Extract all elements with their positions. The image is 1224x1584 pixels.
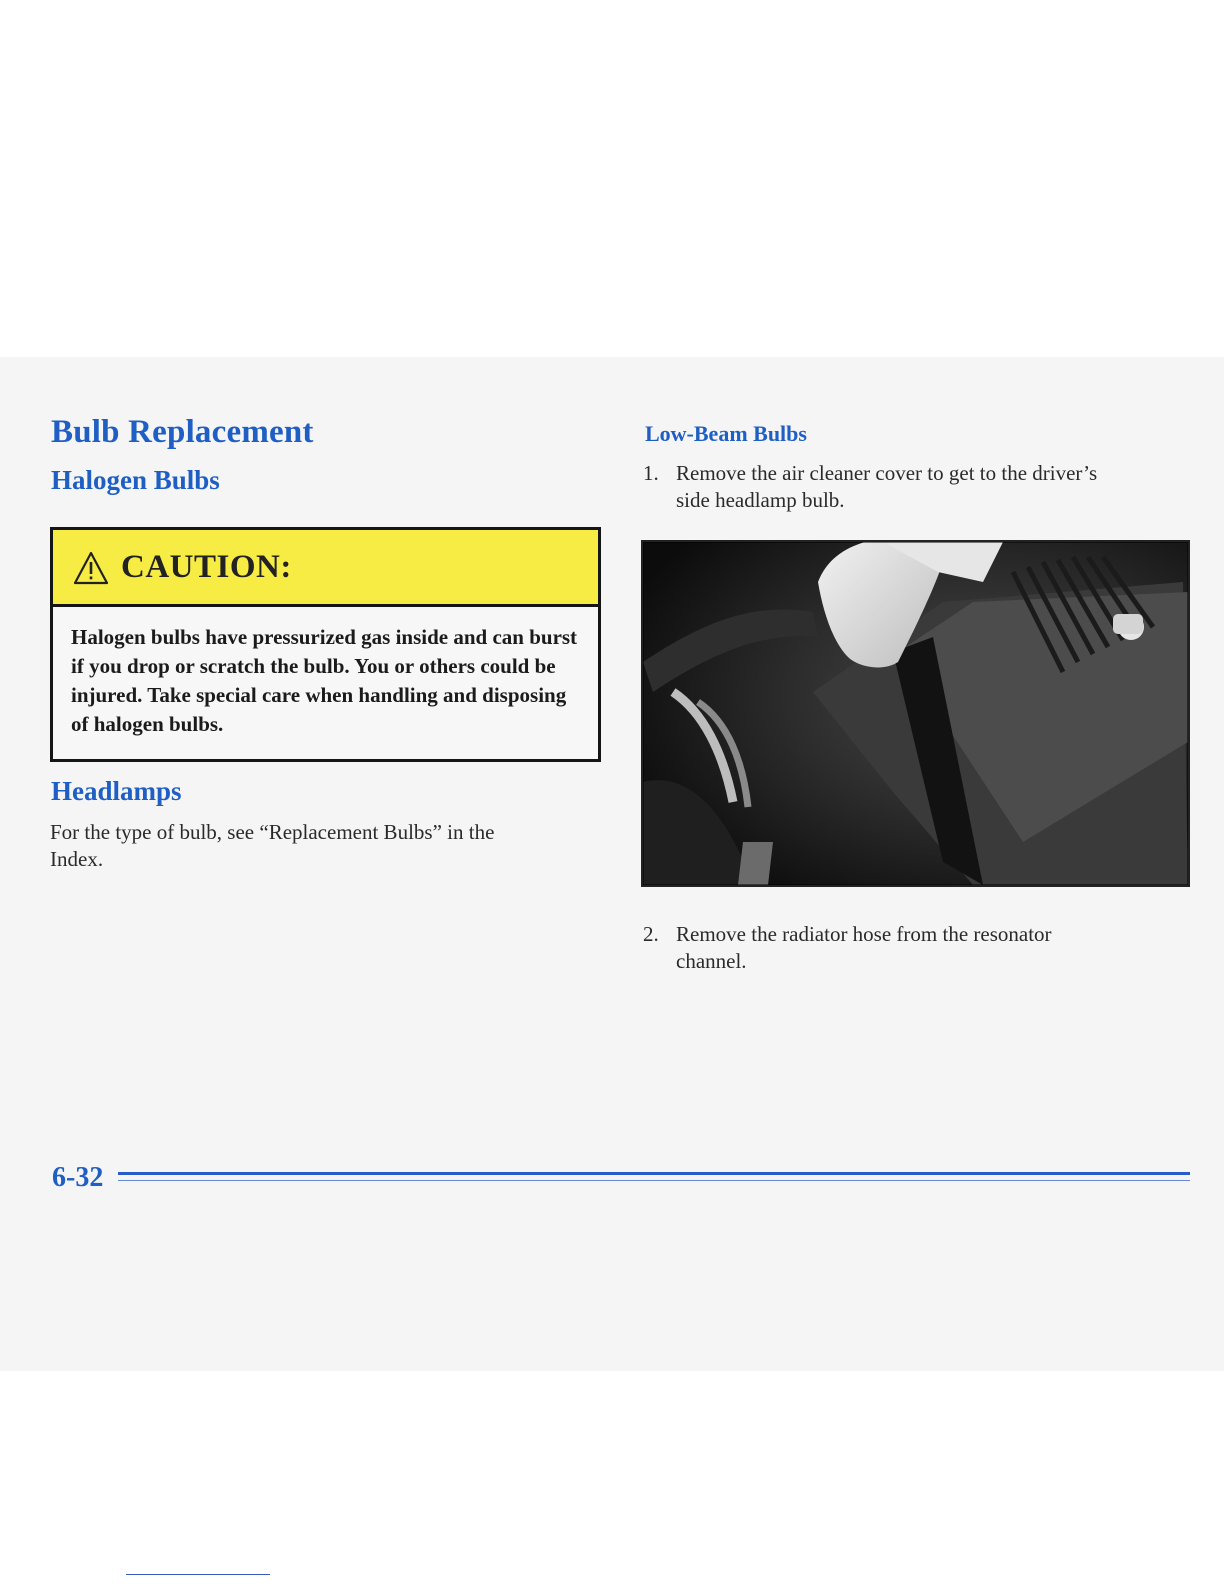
caution-box (50, 527, 601, 762)
headlamps-paragraph: For the type of bulb, see “Replacement Bulbs” in the Index. (50, 820, 495, 871)
section-title-halogen: Halogen Bulbs (51, 465, 220, 495)
caution-text: Halogen bulbs have pressurized gas inside and can burst if you drop or scratch the bulb. You or others could be injured. Take special care when handling and disposing of halogen bulbs. (71, 625, 578, 736)
page-title: Bulb Replacement (51, 414, 314, 450)
step-text-line: Remove the air cleaner cover to get to the driver’s (676, 461, 1098, 485)
air-cleaner-photo-illustration (643, 542, 1188, 885)
footer-rule (118, 1172, 1190, 1175)
bottom-link-underline (126, 1574, 270, 1575)
step-text-line: channel. (676, 949, 747, 973)
step-text-line: side headlamp bulb. (676, 488, 845, 512)
step-text-line: Remove the radiator hose from the resonator (676, 922, 1052, 946)
step-number: 1. (643, 461, 659, 485)
engine-photo (641, 540, 1190, 887)
warning-triangle-icon (73, 551, 109, 585)
step-number: 2. (643, 922, 659, 946)
caution-title: CAUTION: (121, 548, 292, 585)
section-title-headlamps: Headlamps (51, 776, 182, 806)
caution-header (53, 530, 598, 607)
footer-rule-thin (118, 1180, 1190, 1181)
step-item (643, 460, 1203, 520)
step-item (643, 921, 1203, 981)
page-number: 6-32 (52, 1162, 104, 1193)
section-title-low-beam: Low-Beam Bulbs (645, 421, 807, 446)
